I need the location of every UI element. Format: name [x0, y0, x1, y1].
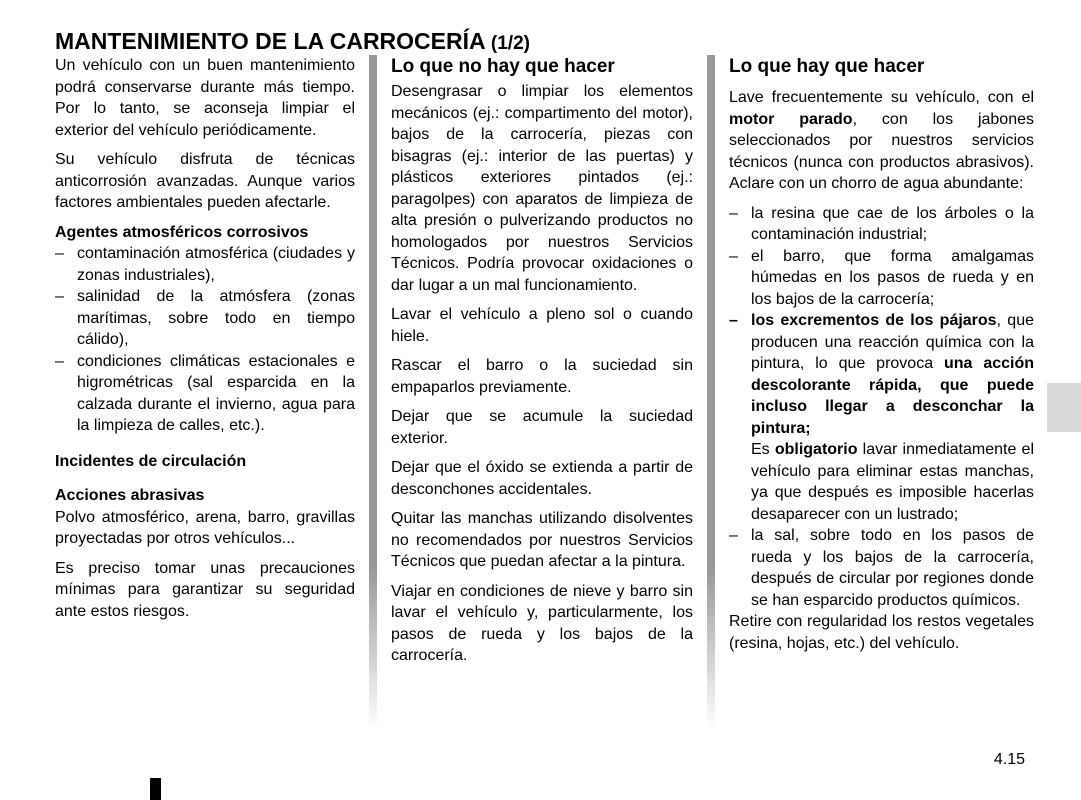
discoloration-bold-text: una acción descolorante rápida, que puede incluso llegar a desconchar la pintura;	[751, 355, 1035, 437]
engine-off-bold-text: motor parado	[729, 110, 853, 128]
list-item-text: condiciones climáticas estacionales e higrométricas (sal esparcida en la calzada durante el invierno, agua para la limpieza de calles, etc.).	[77, 352, 355, 434]
precautions-paragraph: Es preciso tomar unas precauciones mínimas para garantizar su seguridad ante estos riesgos.	[55, 559, 355, 620]
wash-intro-paragraph	[729, 87, 1034, 195]
wash-intro-segment: , con los jabones seleccionados por nuestros servicios técnicos (nunca con productos abrasivos). Aclare con un chorro de agua abundante:	[729, 110, 1035, 192]
dash-bullet: –	[55, 245, 64, 262]
dash-bullet: –	[55, 352, 64, 370]
dash-bullet: –	[55, 288, 64, 305]
donts-heading: Lo que no hay que hacer	[391, 56, 615, 77]
page-title-part-number: (1/2)	[485, 33, 530, 55]
mandatory-wash-segment: lavar inmediatamente el vehículo para eliminar estas manchas, ya que después es imposible hacerlas desaparecer con un lustrado;	[751, 441, 1034, 523]
wash-intro-segment: Lave frecuentemente su vehículo, con el	[729, 89, 1034, 106]
indent-spacer	[729, 439, 751, 525]
list-item	[55, 351, 355, 437]
bird-droppings-segment: , que producen una reacción química con la pintura, lo que provoca	[751, 312, 1034, 372]
list-item-text: salinidad de la atmósfera (zonas marítimas, sobre todo en tiempo cálido),	[77, 288, 355, 348]
list-item-text: la resina que cae de los árboles o la contaminación industrial;	[751, 204, 1034, 243]
dash-bullet: –	[729, 527, 738, 544]
dont-paragraph: Viajar en condiciones de nieve y barro sin lavar el vehículo y, particularmente, los pasos de rueda y los bajos de la carrocería.	[391, 582, 693, 664]
left-column	[55, 55, 355, 622]
dont-paragraph: Quitar las manchas utilizando disolventes no recomendados por nuestros Servicios Técnicos que puedan afectar a la pintura.	[391, 510, 693, 570]
dash-bullet: –	[729, 247, 738, 265]
vegetal-residue-paragraph: Retire con regularidad los restos vegetales (resina, hojas, etc.) del vehículo.	[729, 613, 1034, 652]
list-item	[729, 525, 1034, 611]
dont-paragraph: Rascar el barro o la suciedad sin empaparlos previamente.	[391, 357, 693, 396]
dont-paragraph: Dejar que se acumule la suciedad exterior.	[391, 408, 693, 447]
column-divider-left	[369, 55, 377, 729]
dont-paragraph: Lavar el vehículo a pleno sol o cuando hiele.	[391, 306, 693, 345]
mandatory-bold-text: obligatorio	[774, 441, 858, 458]
dash-bullet: –	[729, 312, 738, 329]
corrosive-agents-list	[55, 243, 355, 437]
list-item	[729, 246, 1034, 311]
dos-heading: Lo que hay que hacer	[729, 56, 925, 77]
list-item-text	[751, 310, 1034, 439]
section-heading-traffic-incidents: Incidentes de circulación	[55, 452, 247, 470]
page-title-text: MANTENIMIENTO DE LA CARROCERÍA	[55, 28, 486, 55]
list-item-text: la sal, sobre todo en los pasos de rueda y los bajos de la carrocería, después de circular por regiones donde se han esparcido productos químicos.	[751, 527, 1034, 609]
chapter-edge-tab	[1047, 383, 1081, 432]
abrasive-paragraph: Polvo atmosférico, arena, barro, gravillas proyectadas por otros vehículos...	[55, 508, 355, 547]
list-item-text: contaminación atmosférica (ciudades y zonas industriales),	[77, 245, 355, 284]
mandatory-wash-segment: Es	[751, 441, 775, 458]
dos-column	[729, 55, 1034, 654]
section-heading-abrasive-actions: Acciones abrasivas	[55, 487, 205, 504]
footer-registration-mark	[150, 778, 161, 800]
intro-paragraph: Un vehículo con un buen mantenimiento podrá conservarse durante más tiempo. Por lo tanto, se aconseja limpiar el exterior del vehículo periódicamente.	[55, 57, 355, 139]
dash-bullet: –	[729, 204, 738, 222]
column-divider-right	[707, 55, 715, 729]
list-item	[55, 286, 355, 351]
list-item	[55, 243, 355, 286]
list-item-continuation	[729, 439, 1034, 525]
list-item	[729, 310, 1034, 439]
page-number: 4.15	[993, 751, 1025, 768]
page-title	[55, 27, 530, 58]
list-item-text: el barro, que forma amalgamas húmedas en los pasos de rueda y en los bajos de la carrocería;	[751, 247, 1034, 308]
list-item-text	[751, 439, 1034, 525]
section-heading-corrosive-agents: Agentes atmosféricos corrosivos	[55, 223, 309, 241]
three-column-layout	[55, 55, 1034, 729]
bird-droppings-bold-text: los excrementos de los pájaros	[751, 312, 997, 329]
list-item	[729, 203, 1034, 246]
dont-paragraph: Dejar que el óxido se extienda a partir de desconchones accidentales.	[391, 459, 693, 498]
rinse-items-list	[729, 203, 1034, 612]
donts-column	[391, 55, 693, 667]
anticorrosion-paragraph: Su vehículo disfruta de técnicas anticorrosión avanzadas. Aunque varios factores ambientales pueden afectarle.	[55, 151, 355, 211]
dont-paragraph: Desengrasar o limpiar los elementos mecánicos (ej.: compartimento del motor), bajos de la carrocería, piezas con bisagras (ej.: interior de las puertas) y plásticos exteriores pintados (ej.: paragolpes) con aparatos de limpieza de alta presión o pulverizando productos no homologados por nuestros Servicios Técnicos. Podría provocar oxidaciones o dar lugar a un mal funcionamiento.	[391, 83, 693, 294]
